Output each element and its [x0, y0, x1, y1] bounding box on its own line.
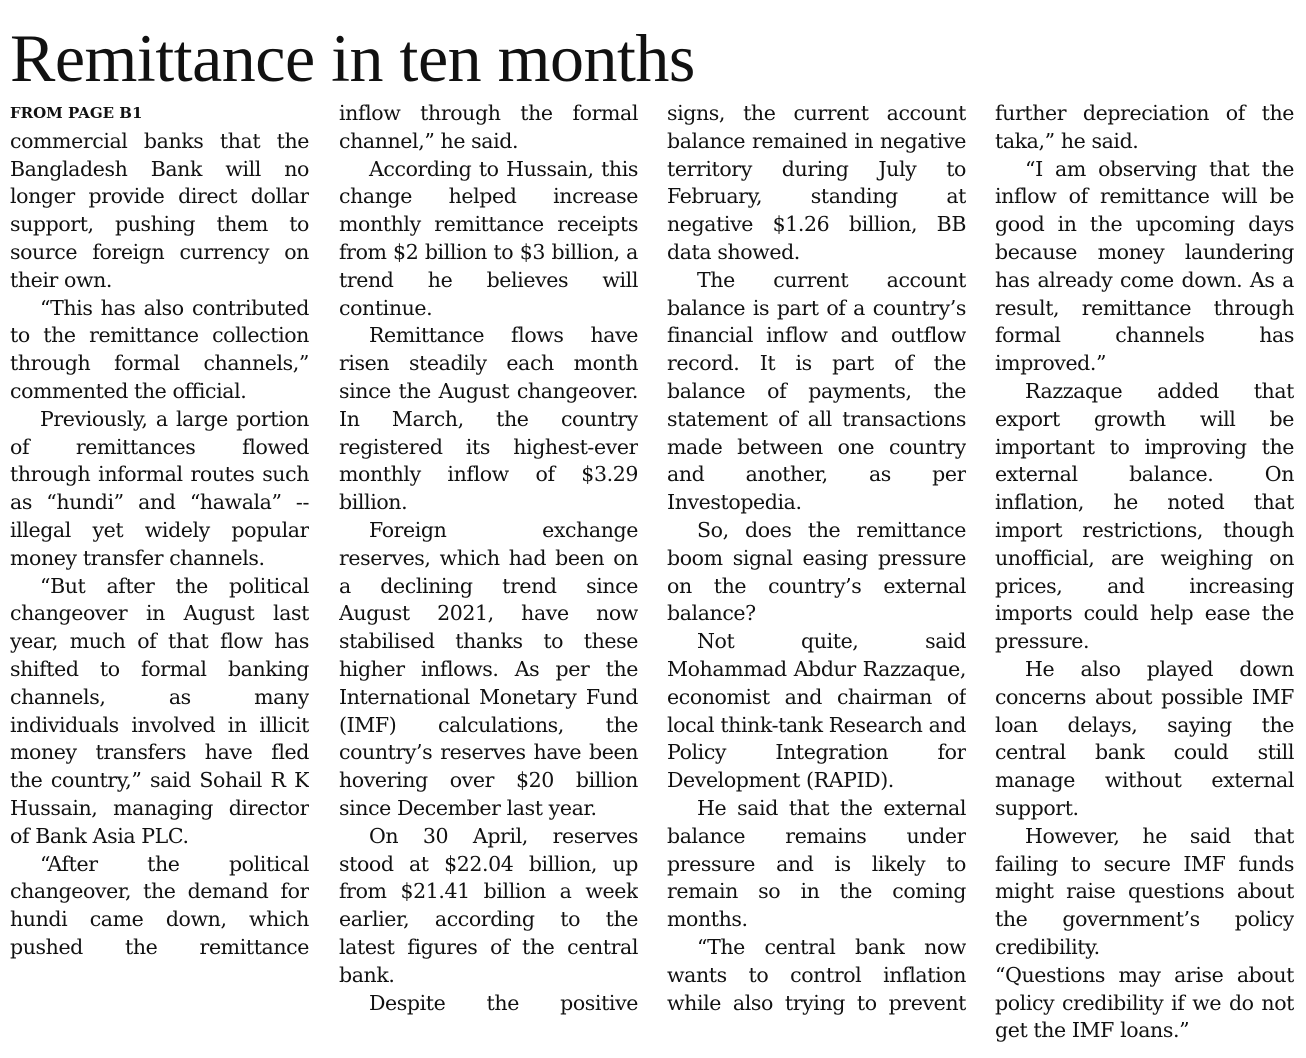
paragraph: “I am observing that the inflow of remittance will be good in the upcoming days because money laundering has already come down. As a result, remittance through formal channels has improved.”: [995, 156, 1294, 376]
paragraph: He said that the external balance remains under pressure and is likely to remain so in the coming months.: [667, 795, 966, 932]
paragraph: However, he said that failing to secure IMF funds might raise questions about the government’s policy credibility.: [995, 823, 1294, 959]
article-column-1: [10, 100, 309, 1048]
paragraph: “Questions may arise about policy credibility if we do not get the IMF loans.”: [995, 962, 1294, 1043]
paragraph: Foreign exchange reserves, which had been on a declining trend since August 2021, have now stabilised thanks to these higher inflows. As per the International Monetary Fund (IMF) calculations, the country’s reserves have been hovering over $20 billion since December last year.: [339, 517, 638, 820]
paragraph: According to Hussain, this change helped increase monthly remittance receipts from $2 billion to $3 billion, a trend he believes will continue.: [339, 156, 638, 320]
paragraph: commercial banks that the Bangladesh Bank will no longer provide direct dollar support, pushing them to source foreign currency on their own.: [10, 128, 309, 292]
paragraph: Despite the positive: [369, 990, 638, 1015]
article-column-2: [339, 100, 638, 1048]
paragraph: signs, the current account balance remained in negative territory during July to February, standing at negative $1.26 billion, BB data showed.: [667, 101, 966, 264]
paragraph: He also played down concerns about possible IMF loan delays, saying the central bank could still manage without external support.: [995, 656, 1294, 820]
paragraph: “The central bank now wants to control inflation while also trying to prevent: [667, 934, 966, 1015]
article-column-4: [995, 100, 1294, 1048]
paragraph: “But after the political changeover in August last year, much of that flow has shifted to formal banking channels, as many individuals involved in illicit money transfers have fled the country,” said Sohail R K Hussain, managing director of Bank Asia PLC.: [10, 573, 309, 848]
paragraph: further depreciation of the taka,” he said.: [995, 101, 1294, 153]
paragraph: inflow through the formal channel,” he said.: [339, 101, 638, 153]
headline: Remittance in ten months: [10, 20, 695, 96]
paragraph: “This has also contributed to the remittance collection through formal channels,” commented the official.: [10, 295, 309, 403]
paragraph: Razzaque added that export growth will be important to improving the external balance. On inflation, he noted that import restrictions, though unofficial, are weighing on prices, and increasing imports could help ease the pressure.: [995, 378, 1294, 654]
paragraph: Previously, a large portion of remittances flowed through informal routes such as “hundi” and “hawala” -- illegal yet widely popular money transfer channels.: [10, 406, 309, 570]
article-column-3: [667, 100, 966, 1048]
kicker-from-page: FROM PAGE B1: [10, 104, 143, 122]
paragraph: Not quite, said Mohammad Abdur Razzaque, economist and chairman of local think-tank Research and Policy Integration for Development (RAPID).: [667, 629, 966, 793]
paragraph: So, does the remittance boom signal easing pressure on the country’s external balance?: [667, 517, 966, 626]
paragraph: Remittance flows have risen steadily each month since the August changeover. In March, the country registered its highest-ever monthly inflow of $3.29 billion.: [339, 323, 638, 515]
paragraph: “After the political changeover, the demand for hundi came down, which pushed the remittance: [10, 851, 309, 959]
paragraph: The current account balance is part of a country’s financial inflow and outflow record. It is part of the balance of payments, the statement of all transactions made between one country and another, as per Investopedia.: [667, 267, 966, 515]
paragraph: On 30 April, reserves stood at $22.04 billion, up from $21.41 billion a week earlier, according to the latest figures of the central bank.: [339, 823, 638, 987]
